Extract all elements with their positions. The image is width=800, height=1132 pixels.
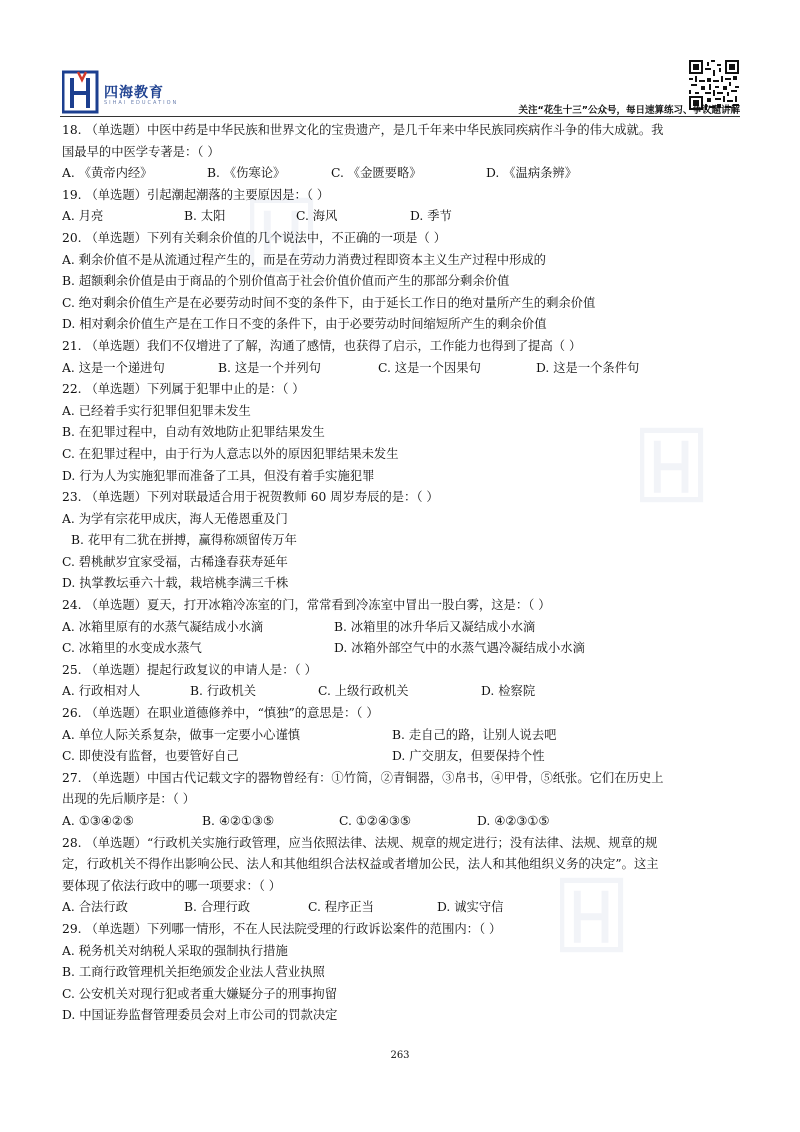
option-a[interactable]: A. 为学有宗花甲成庆，海人无倦恩重及门	[62, 511, 288, 526]
option-d[interactable]: D. 冰箱外部空气中的水蒸气遇冷凝结成小水滴	[334, 641, 585, 656]
option-c[interactable]: C. 冰箱里的水变成水蒸气	[62, 641, 202, 656]
option-c[interactable]: C. 即使没有监督，也要管好自己	[62, 749, 239, 764]
question-26	[62, 703, 742, 768]
header-divider	[60, 116, 740, 117]
option-d[interactable]: D. 执掌教坛垂六十载，栽培桃李满三千株	[62, 576, 289, 591]
question-28	[62, 833, 742, 919]
question-stem: 22. （单选题）下列属于犯罪中止的是：（ ）	[62, 382, 305, 397]
option-d[interactable]: D. ④②③①⑤	[477, 814, 550, 828]
option-b[interactable]: B. 合理行政	[184, 900, 251, 915]
question-25	[62, 660, 742, 703]
option-row	[62, 725, 742, 747]
question-stem: 26. （单选题）在职业道德修养中，“慎独”的意思是：（ ）	[62, 706, 379, 721]
option-c[interactable]: C. ①②④③⑤	[339, 814, 411, 828]
option-a[interactable]: A. ①③④②⑤	[62, 814, 134, 828]
question-27	[62, 768, 742, 833]
question-stem: 29. （单选题）下列哪一情形，不在人民法院受理的行政诉讼案件的范围内：（ ）	[62, 921, 502, 936]
option-d[interactable]: D. 这是一个条件句	[536, 360, 640, 375]
question-21	[62, 336, 742, 379]
option-a[interactable]: A. 这是一个递进句	[62, 360, 165, 375]
question-stem: 要体现了依法行政中的哪一项要求：（ ）	[62, 878, 282, 893]
option-c[interactable]: C. 这是一个因果句	[378, 360, 481, 375]
option-a[interactable]: A. 合法行政	[62, 900, 128, 915]
question-18	[62, 120, 742, 185]
option-b[interactable]: B. 行政机关	[190, 684, 257, 699]
option-d[interactable]: D. 诚实守信	[437, 900, 504, 915]
question-stem: 24. （单选题）夏天，打开冰箱冷冻室的门，常常看到冷冻室中冒出一股白雾，这是：（ ）	[62, 598, 551, 613]
option-b[interactable]: B. 在犯罪过程中，自动有效地防止犯罪结果发生	[62, 425, 325, 440]
option-b[interactable]: B. 冰箱里的冰升华后又凝结成小水滴	[334, 619, 536, 634]
option-row	[62, 746, 742, 768]
option-d[interactable]: D. 中国证券监督管理委员会对上市公司的罚款决定	[62, 1008, 338, 1023]
question-list	[62, 120, 742, 1027]
option-c[interactable]: C. 程序正当	[308, 900, 374, 915]
option-row	[62, 681, 742, 703]
option-c[interactable]: C. 公安机关对现行犯或者重大嫌疑分子的刑事拘留	[62, 986, 338, 1001]
option-row	[62, 617, 742, 639]
option-d[interactable]: D. 行为人为实施犯罪而准备了工具，但没有着手实施犯罪	[62, 468, 375, 483]
option-c[interactable]: C. 《金匮要略》	[331, 166, 422, 181]
question-23	[62, 487, 742, 595]
option-b[interactable]: B. 《伤寒论》	[207, 166, 286, 181]
option-b[interactable]: B. 超额剩余价值是由于商品的个别价值高于社会价值价值而产生的那部分剩余价值	[62, 274, 510, 289]
question-20	[62, 228, 742, 336]
question-stem: 20. （单选题）下列有关剩余价值的几个说法中，不正确的一项是（ ）	[62, 230, 446, 245]
option-c[interactable]: C. 在犯罪过程中，由于行为人意志以外的原因犯罪结果未发生	[62, 446, 399, 461]
option-row	[62, 206, 742, 228]
question-24	[62, 595, 742, 660]
option-row	[62, 358, 742, 380]
page-number: 263	[390, 1050, 410, 1061]
question-stem: 21. （单选题）我们不仅增进了了解，沟通了感情，也获得了启示，工作能力也得到了提高（ ）	[62, 338, 582, 353]
option-d[interactable]: D. 广交朋友，但要保持个性	[392, 749, 545, 764]
option-row	[62, 163, 742, 185]
option-a[interactable]: A. 行政相对人	[62, 684, 141, 699]
option-b[interactable]: B. 太阳	[184, 209, 226, 224]
question-stem: 23. （单选题）下列对联最适合用于祝贺教师 60 周岁寿辰的是：（ ）	[62, 490, 439, 505]
option-c[interactable]: C. 上级行政机关	[318, 684, 409, 699]
header-slogan: 关注“花生十三”公众号，每日速算练习、争议题讲解	[518, 105, 740, 116]
option-b[interactable]: B. 走自己的路，让别人说去吧	[392, 727, 557, 742]
option-c[interactable]: C. 绝对剩余价值生产是在必要劳动时间不变的条件下，由于延长工作日的绝对量所产生的剩余价值	[62, 295, 596, 310]
option-d[interactable]: D. 相对剩余价值生产是在工作日不变的条件下，由于必要劳动时间缩短所产生的剩余价值	[62, 317, 547, 332]
option-a[interactable]: A. 税务机关对纳税人采取的强制执行措施	[62, 943, 288, 958]
option-a[interactable]: A. 已经着手实行犯罪但犯罪未发生	[62, 403, 251, 418]
option-row	[62, 638, 742, 660]
question-stem: 出现的先后顺序是：（ ）	[62, 792, 196, 807]
option-b[interactable]: B. 这是一个并列句	[218, 360, 321, 375]
option-d[interactable]: D. 《温病条辨》	[486, 166, 578, 181]
option-a[interactable]: A. 单位人际关系复杂，做事一定要小心谨慎	[62, 727, 301, 742]
logo-subtitle: SIHAI EDUCATION	[104, 100, 179, 106]
question-stem: 国最早的中医学专著是：（ ）	[62, 144, 220, 159]
option-b[interactable]: B. ④②①③⑤	[202, 814, 274, 828]
option-b[interactable]: B. 工商行政管理机关拒绝颁发企业法人营业执照	[62, 965, 325, 980]
option-c[interactable]: C. 碧桃献岁宜家受福，古稀逢春获寿延年	[62, 554, 288, 569]
question-stem: 28. （单选题）“行政机关实施行政管理，应当依照法律、法规、规章的规定进行；没有法律、法规、规章的规	[62, 835, 658, 850]
option-b[interactable]: B. 花甲有二犹在拼搏，赢得称颂留传万年	[71, 533, 297, 548]
question-22	[62, 379, 742, 487]
question-stem: 18. （单选题）中医中药是中华民族和世界文化的宝贵遗产，是几千年来中华民族同疾病作斗争的伟大成就。我	[62, 123, 664, 137]
option-row	[62, 897, 742, 919]
question-stem: 25. （单选题）提起行政复议的申请人是：（ ）	[62, 662, 317, 677]
option-a[interactable]: A. 月亮	[62, 209, 104, 224]
option-a[interactable]: A. 冰箱里原有的水蒸气凝结成小水滴	[62, 619, 264, 634]
option-a[interactable]: A. 剩余价值不是从流通过程产生的，而是在劳动力消费过程即资本主义生产过程中形成的	[62, 252, 546, 267]
question-stem: 定，行政机关不得作出影响公民、法人和其他组织合法权益或者增加公民，法人和其他组织义务的决定”。这主	[62, 857, 659, 872]
page-header	[0, 0, 800, 118]
option-d[interactable]: D. 检察院	[481, 684, 536, 699]
question-19	[62, 185, 742, 228]
question-stem: 27. （单选题）中国古代记载文字的器物曾经有：①竹简，②青铜器，③帛书，④甲骨，⑤纸张。它们在历史上	[62, 770, 664, 785]
question-29	[62, 919, 742, 1027]
option-row	[62, 811, 742, 833]
question-stem: 19. （单选题）引起潮起潮落的主要原因是：（ ）	[62, 187, 330, 202]
option-a[interactable]: A. 《黄帝内经》	[62, 166, 153, 181]
logo-text: 四海教育	[104, 85, 164, 101]
option-c[interactable]: C. 海风	[296, 209, 338, 224]
option-d[interactable]: D. 季节	[410, 209, 452, 224]
